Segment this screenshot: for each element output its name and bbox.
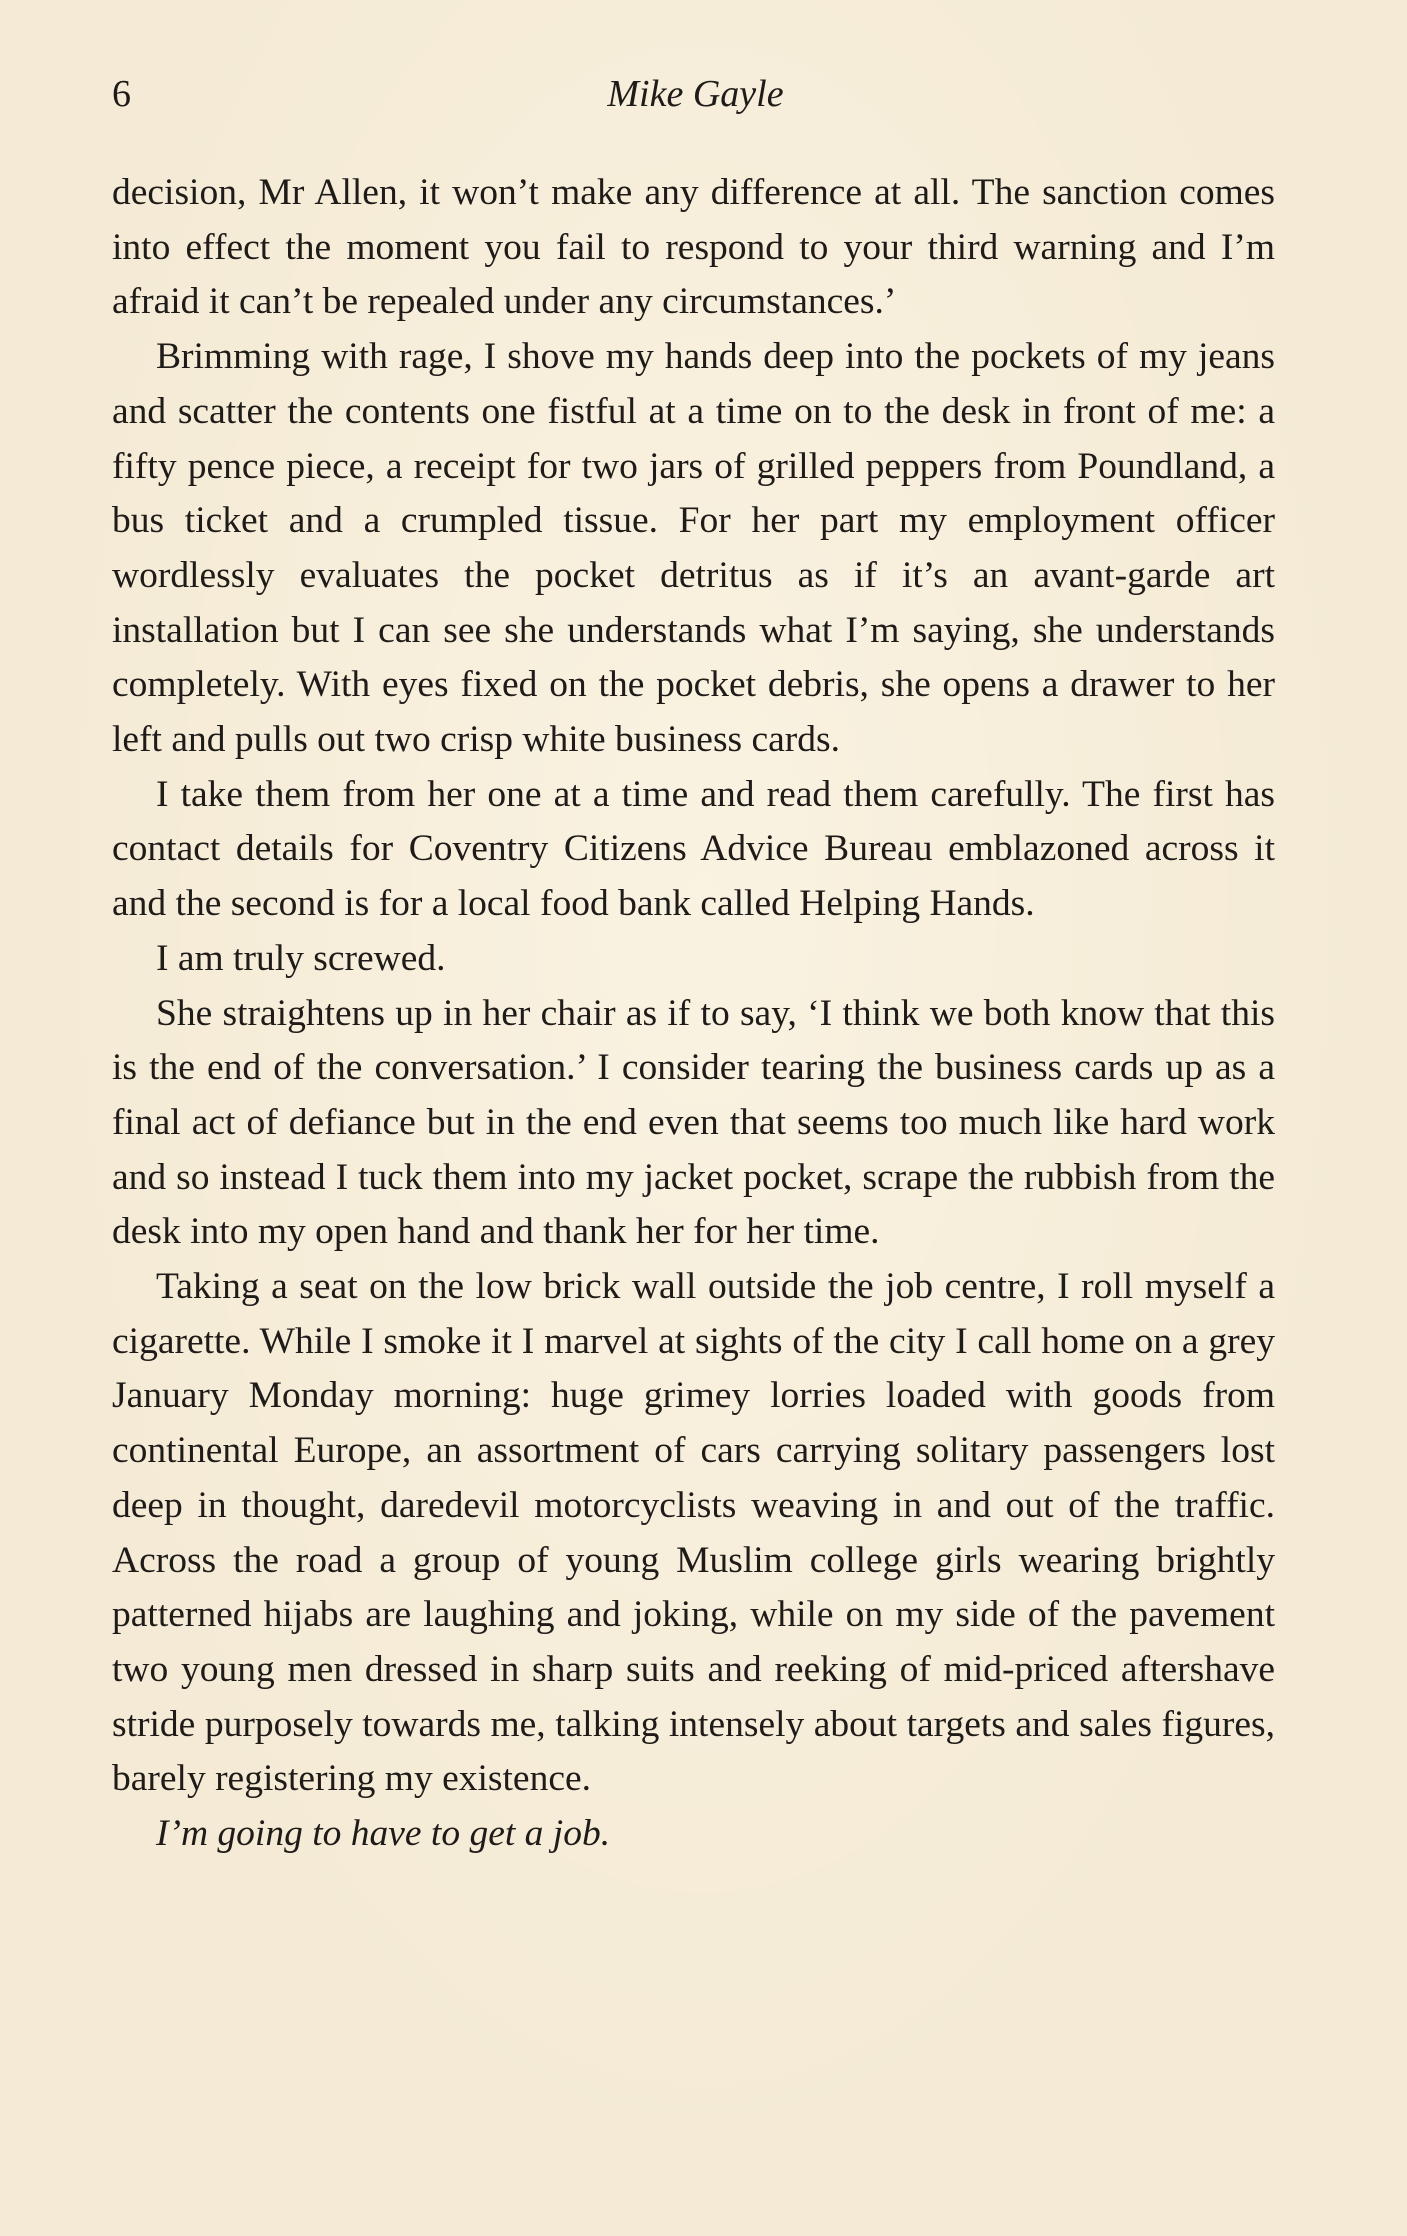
paragraph: Taking a seat on the low brick wall outside the job centre, I roll myself a cigarette. While I smoke it I marvel at sights of the city I call home on a grey January Monday morning: huge grimey lorries loaded with goods from continental Europe, an assortment of cars carrying solitary passengers lost deep in thought, daredevil motorcyclists weaving in and out of the traffic. Across the road a group of young Muslim college girls wearing brightly patterned hijabs are laughing and joking, while on my side of the pavement two young men dressed in sharp suits and reeking of mid-priced aftershave stride purposely towards me, talking intensely about targets and sales figures, barely registering my existence. [112, 1266, 1275, 1800]
paragraph: decision, Mr Allen, it won’t make any difference at all. The sanction comes into effect the moment you fail to respond to your third warning and I’m afraid it can’t be repealed under any circumstances.’ [112, 172, 1275, 323]
body-text [112, 166, 1275, 1862]
running-head [112, 72, 1279, 122]
running-title: Mike Gayle [607, 73, 784, 115]
paragraph: Brimming with rage, I shove my hands deep into the pockets of my jeans and scatter the contents one fistful at a time on to the desk in front of me: a fifty pence piece, a receipt for two jars of grilled peppers from Poundland, a bus ticket and a crumpled tissue. For her part my employment officer wordlessly evaluates the pocket detritus as if it’s an avant-garde art installation but I can see she understands what I’m saying, she understands completely. With eyes fixed on the pocket debris, she opens a drawer to her left and pulls out two crisp white business cards. [112, 336, 1275, 761]
paragraph: I take them from her one at a time and read them carefully. The first has contact details for Coventry Citizens Advice Bureau emblazoned across it and the second is for a local food bank called Helping Hands. [112, 773, 1275, 925]
page-number: 6 [112, 73, 131, 115]
paragraph: I am truly screwed. [156, 937, 446, 979]
paragraph: She straightens up in her chair as if to say, ‘I think we both know that this is the end of the conversation.’ I consider tearing the business cards up as a final act of defiance but in the end even that seems too much like hard work and so instead I tuck them into my jacket pocket, scrape the rubbish from the desk into my open hand and thank her for her time. [112, 992, 1275, 1253]
italic-closing-line: I’m going to have to get a job. [156, 1813, 611, 1855]
